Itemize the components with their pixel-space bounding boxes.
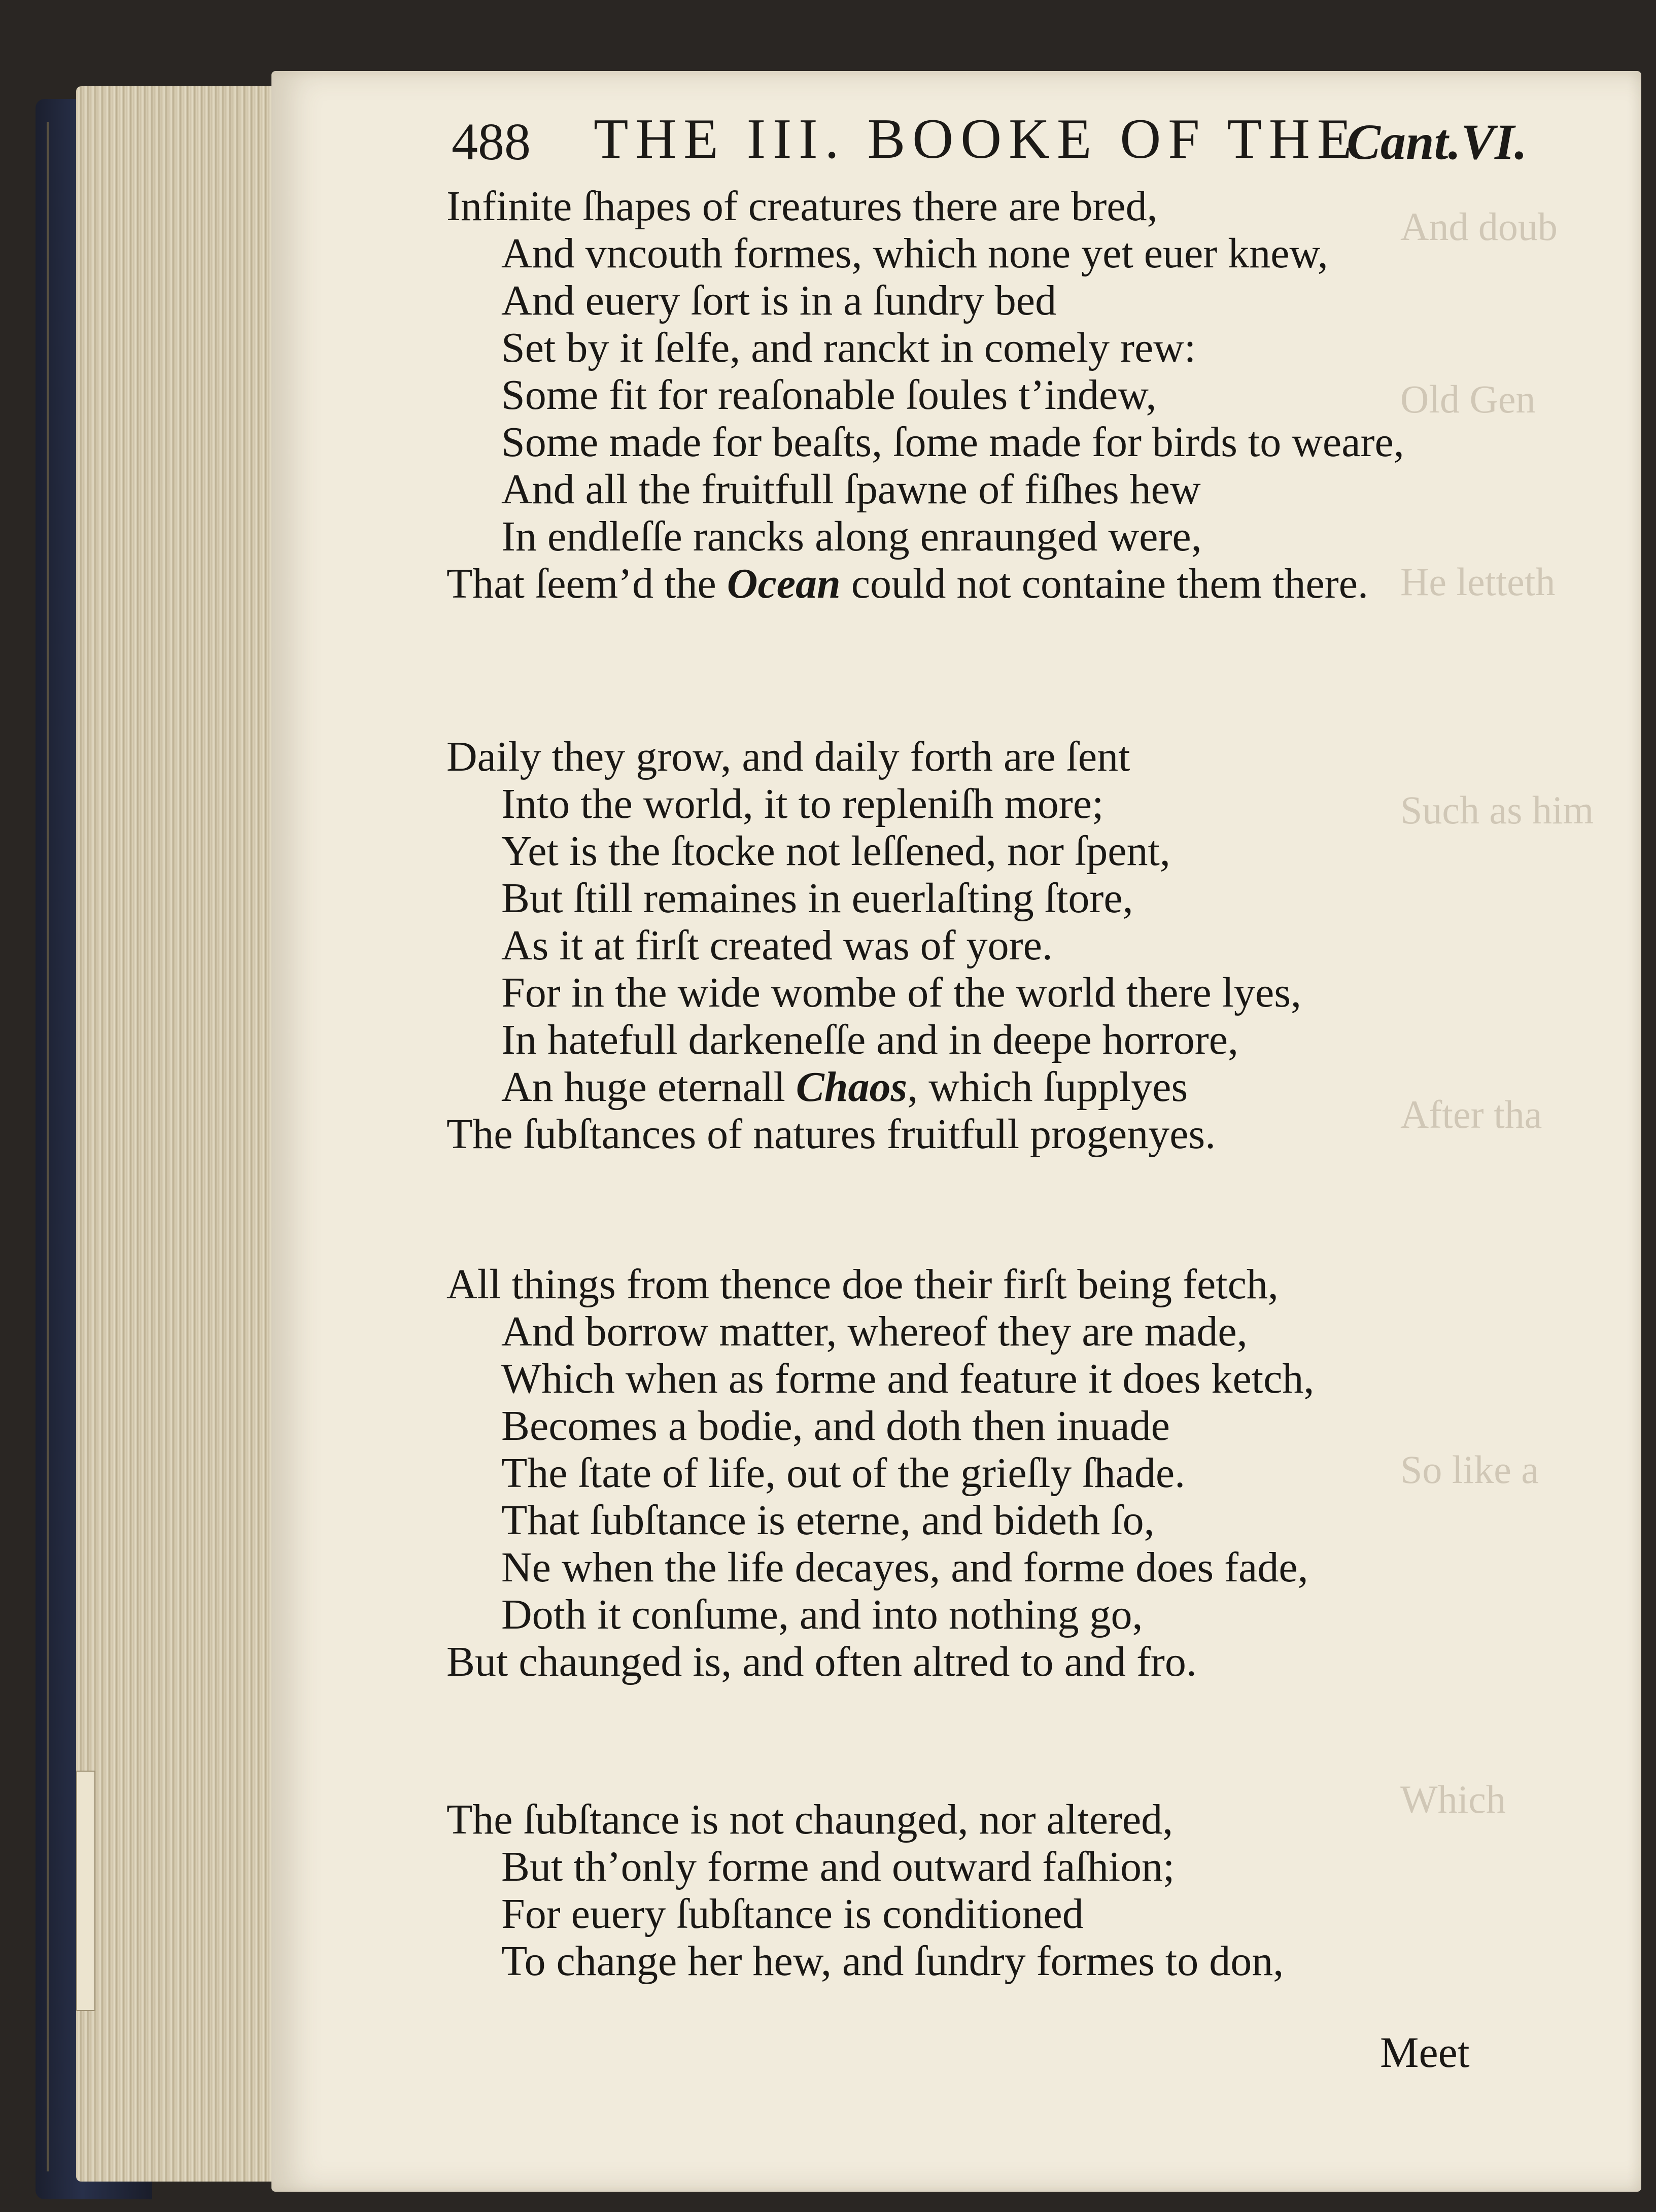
italic-word: Chaos [796, 1063, 908, 1111]
canto-label: Cant.VI. [1347, 114, 1527, 170]
show-through: So like a [1400, 1447, 1539, 1492]
verse-line: All things from thence doe their firſt being fetch, [446, 1261, 1279, 1308]
verse-line [446, 560, 1512, 607]
verse-line: And vncouth formes, which none yet euer knew, [501, 230, 1328, 277]
show-through: And doub [1400, 204, 1558, 249]
verse-line: Daily they grow, and daily forth are ſent [446, 733, 1130, 780]
verse-line: Infinite ſhapes of creatures there are bred, [446, 183, 1158, 230]
verse-line: To change her hew, and ſundry formes to don, [501, 1938, 1284, 1985]
catchword: Meet [1380, 2028, 1470, 2077]
verse-line: And all the fruitfull ſpawne of fiſhes hew [501, 466, 1201, 513]
stanza-1 [446, 183, 1512, 607]
verse-line: Some made for beaſts, ſome made for birds to weare, [501, 419, 1404, 466]
verse-line: Yet is the ſtocke not leſſened, nor ſpent, [501, 827, 1170, 875]
verse-text: An huge eternall [501, 1063, 796, 1111]
verse-line: But th’only forme and outward faſhion; [501, 1843, 1175, 1890]
stanza-3 [446, 1261, 1512, 1685]
verse-line: Which when as forme and feature it does ketch, [501, 1355, 1315, 1402]
page-edges [76, 86, 289, 2182]
verse-line: Ne when the life decayes, and forme does fade, [501, 1544, 1308, 1591]
verse-line [446, 1063, 1512, 1111]
page-title: THE III. BOOKE OF THE [594, 108, 1359, 170]
verse-line: And borrow matter, whereof they are made, [501, 1308, 1248, 1355]
verse-text: could not containe them there. [840, 560, 1369, 607]
verse-line: Into the world, it to repleniſh more; [501, 780, 1104, 827]
verse-text: That ſeem’d the [446, 560, 727, 607]
verse-line: In hatefull darkeneſſe and in deepe horrore, [501, 1016, 1238, 1063]
running-head [452, 107, 1527, 183]
show-through: He letteth [1400, 560, 1556, 604]
show-through: Old Gen [1400, 377, 1536, 421]
bookmark-slip [76, 1771, 95, 2011]
verse-line: And euery ſort is in a ſundry bed [501, 277, 1057, 324]
verse-line: Becomes a bodie, and doth then inuade [501, 1402, 1170, 1449]
stanza-2 [446, 733, 1512, 1158]
verse-line: But ſtill remaines in euerlaſting ſtore, [501, 875, 1133, 922]
verse-line: That ſubſtance is eterne, and bideth ſo, [501, 1497, 1155, 1544]
show-through: Such as him [1400, 788, 1594, 832]
verse-line: For euery ſubſtance is conditioned [501, 1890, 1084, 1938]
verse-line: The ſtate of life, out of the grieſly ſhade. [501, 1449, 1186, 1497]
italic-word: Ocean [727, 560, 841, 607]
verse-line: Set by it ſelfe, and ranckt in comely rew: [501, 324, 1196, 371]
verse-line: But chaunged is, and often altred to and fro. [446, 1638, 1197, 1685]
verse-line: For in the wide wombe of the world there lyes, [501, 969, 1301, 1016]
verse-line: As it at firſt created was of yore. [501, 922, 1053, 969]
verse-line: The ſubſtance is not chaunged, nor altered, [446, 1796, 1174, 1843]
verse-line: The ſubſtances of natures fruitfull progenyes. [446, 1111, 1216, 1158]
verse-line: Doth it conſume, and into nothing go, [501, 1591, 1143, 1638]
stanza-4 [446, 1796, 1512, 1985]
verse-line: In endleſſe rancks along enraunged were, [501, 513, 1202, 560]
page-number: 488 [452, 113, 531, 171]
show-through: Which [1400, 1777, 1506, 1821]
verse-text: , which ſupplyes [907, 1063, 1188, 1111]
show-through: After tha [1400, 1092, 1542, 1136]
binding-edge [47, 122, 60, 2171]
verse-line: Some fit for reaſonable ſoules t’indew, [501, 371, 1157, 419]
